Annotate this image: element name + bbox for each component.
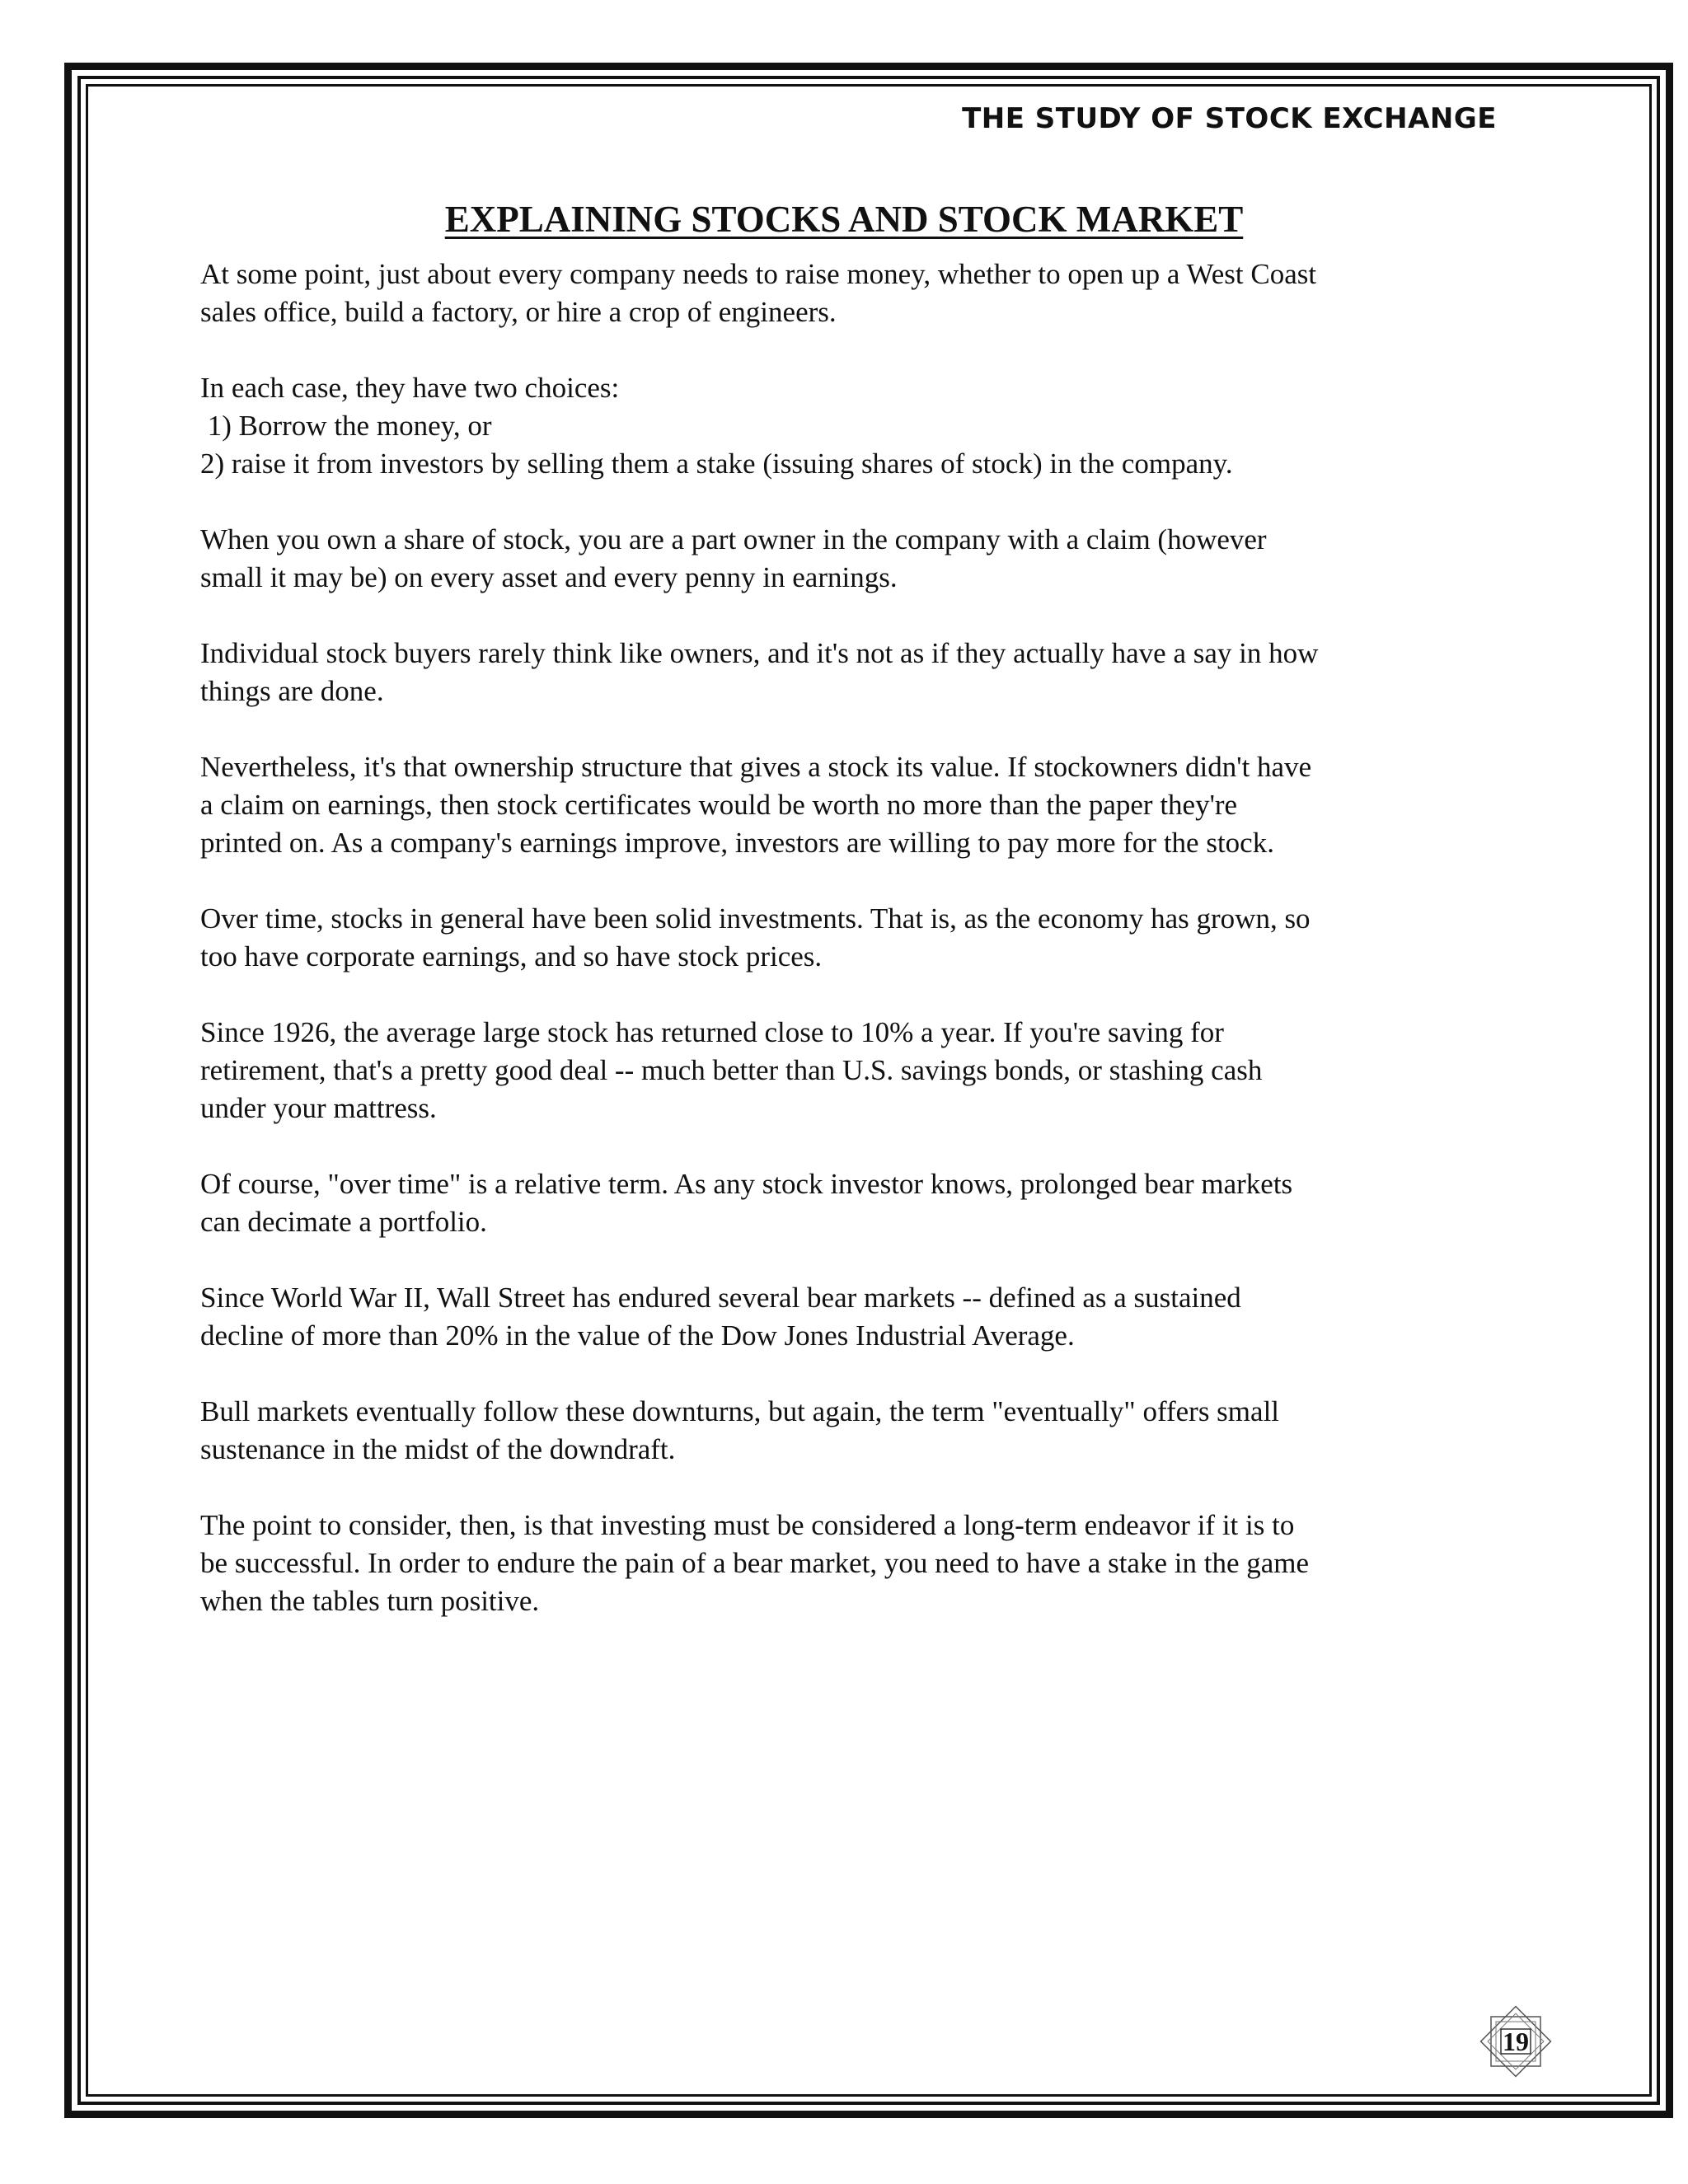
text-line: 1) Borrow the money, or — [200, 410, 492, 442]
paragraph — [200, 369, 1503, 483]
text-line: Individual stock buyers rarely think like owners, and it's not as if they actually have a say in how — [200, 637, 1319, 669]
text-line: retirement, that's a pretty good deal -- much better than U.S. savings bonds, or stashing cash — [200, 1054, 1263, 1086]
running-header: THE STUDY OF STOCK EXCHANGE — [962, 102, 1497, 135]
paragraph — [200, 1014, 1503, 1127]
text-line: when the tables turn positive. — [200, 1585, 540, 1617]
paragraph — [200, 748, 1503, 862]
paragraph — [200, 521, 1503, 597]
text-line: When you own a share of stock, you are a part owner in the company with a claim (however — [200, 523, 1267, 555]
paragraph — [200, 1165, 1503, 1241]
text-line: under your mattress. — [200, 1092, 437, 1124]
text-line: Over time, stocks in general have been solid investments. That is, as the economy has grown, so — [200, 902, 1311, 935]
text-line: a claim on earnings, then stock certificates would be worth no more than the paper they're — [200, 789, 1238, 821]
text-line: be successful. In order to endure the pain of a bear market, you need to have a stake in the game — [200, 1547, 1310, 1579]
text-line: sales office, build a factory, or hire a crop of engineers. — [200, 296, 837, 328]
text-line: can decimate a portfolio. — [200, 1206, 487, 1238]
text-line: sustenance in the midst of the downdraft. — [200, 1433, 676, 1465]
body-text — [200, 255, 1503, 1658]
page-number: 19 — [1503, 2027, 1529, 2056]
page-title: EXPLAINING STOCKS AND STOCK MARKET — [444, 199, 1244, 240]
paragraph — [200, 255, 1503, 331]
text-line: decline of more than 20% in the value of the Dow Jones Industrial Average. — [200, 1319, 1075, 1352]
text-line: 2) raise it from investors by selling them a stake (issuing shares of stock) in the company. — [200, 448, 1233, 480]
paragraph — [200, 1279, 1503, 1355]
text-line: In each case, they have two choices: — [200, 372, 620, 404]
text-line: too have corporate earnings, and so have stock prices. — [200, 940, 823, 972]
paragraph — [200, 900, 1503, 976]
page-number-ornament — [1475, 2001, 1556, 2082]
text-line: things are done. — [200, 675, 384, 707]
text-line: Since 1926, the average large stock has returned close to 10% a year. If you're saving for — [200, 1016, 1224, 1048]
text-line: printed on. As a company's earnings improve, investors are willing to pay more for the stock. — [200, 827, 1274, 859]
paragraph — [200, 1507, 1503, 1620]
paragraph — [200, 635, 1503, 710]
paragraph — [200, 1393, 1503, 1469]
text-line: At some point, just about every company needs to raise money, whether to open up a West Coast — [200, 258, 1317, 290]
text-line: The point to consider, then, is that investing must be considered a long-term endeavor if it is to — [200, 1509, 1295, 1541]
text-line: Since World War II, Wall Street has endured several bear markets -- defined as a sustained — [200, 1282, 1241, 1314]
text-line: small it may be) on every asset and every penny in earnings. — [200, 561, 898, 593]
text-line: Of course, "over time" is a relative term. As any stock investor knows, prolonged bear markets — [200, 1168, 1293, 1200]
text-line: Nevertheless, it's that ownership structure that gives a stock its value. If stockowners didn't have — [200, 751, 1312, 783]
text-line: Bull markets eventually follow these downturns, but again, the term "eventually" offers small — [200, 1395, 1280, 1427]
